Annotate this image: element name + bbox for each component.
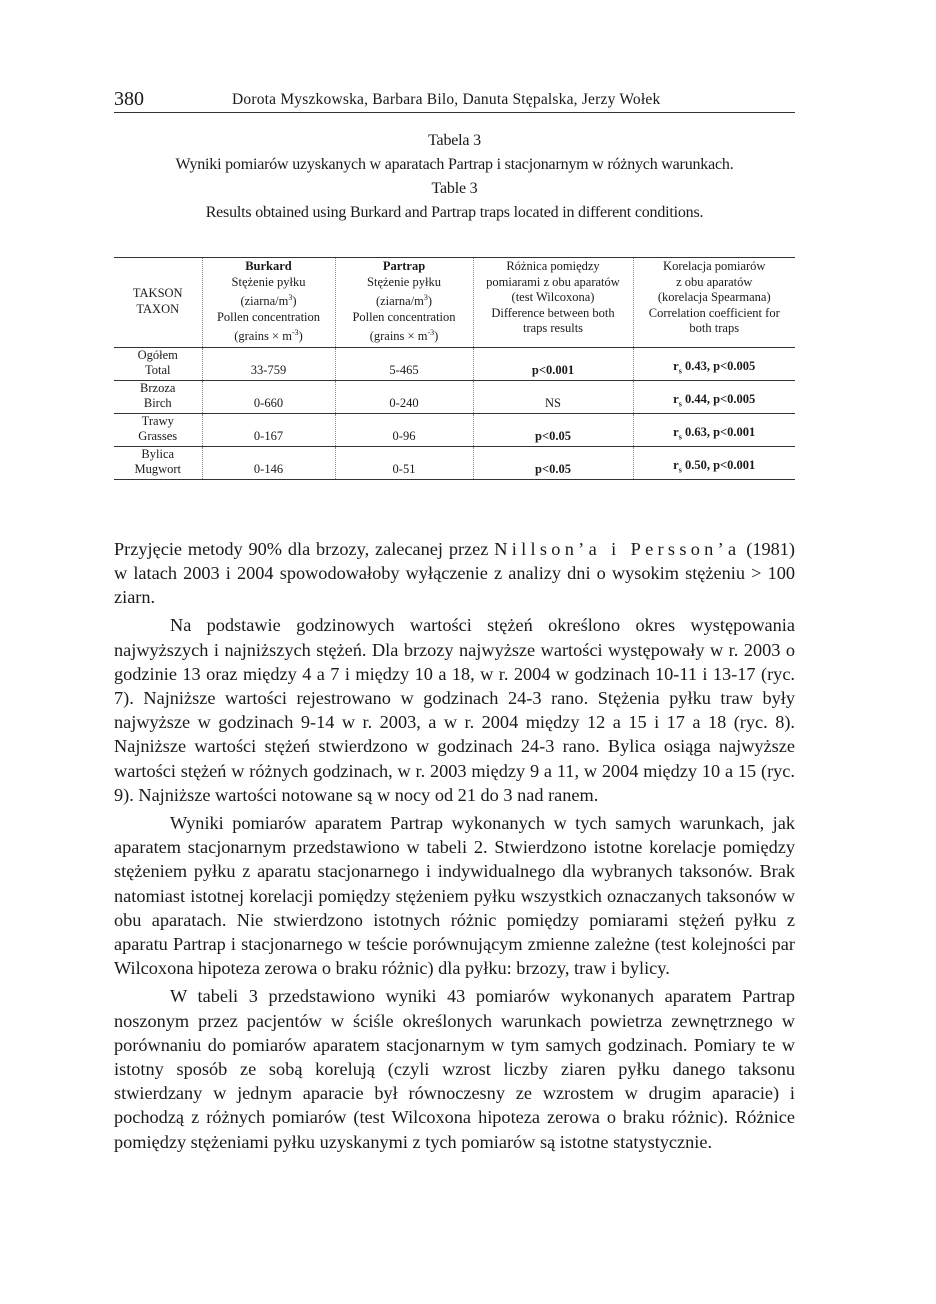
cell-burkard: 0-146 (202, 446, 335, 479)
cell-partrap: 0-240 (335, 380, 473, 413)
page (114, 86, 795, 1158)
table-row (114, 413, 795, 446)
cell-partrap: 5-465 (335, 347, 473, 380)
results-table (114, 257, 795, 480)
header-difference: Różnica pomiędzy pomiarami z obu aparatów (test Wilcoxona) Difference between both traps results (473, 258, 633, 348)
cell-correlation: $r_s$ 0.50, p<0.001 (633, 446, 795, 479)
cell-correlation: $r_s$ 0.63, p<0.001 (633, 413, 795, 446)
cell-partrap: 0-96 (335, 413, 473, 446)
table-header-row (114, 258, 795, 348)
cell-correlation: $r_s$ 0.44, p<0.005 (633, 380, 795, 413)
cited-authors: Nillson’a i Persson’a (494, 538, 741, 559)
header-burkard: Burkard Stężenie pyłku $(ziarna/m^3)$ Pollen concentration (grains × $m^{-3}$) (202, 258, 335, 348)
cell-taxon: Bylica Mugwort (134, 446, 182, 477)
page-number: 380 (114, 88, 144, 110)
cell-correlation: $r_s$ 0.43, p<0.005 (633, 347, 795, 380)
table-row (114, 347, 795, 380)
running-header (114, 86, 795, 113)
cell-difference: p<0.05 (473, 446, 633, 479)
table-title-en: Results obtained using Burkard and Partrap traps located in different conditions. (205, 204, 704, 221)
cell-taxon: Brzoza Birch (140, 380, 176, 411)
paragraph-2: Na podstawie godzinowych wartości stężeń określono okres występowania najwyższych i najniższych stężeń. Dla brzozy najwyższe wartości występowały w r. 2003 o godzinie 13 oraz między 4 a 7 i między 10 a 18, w r. 2004 w godzinach 10-11 i 13-17 (ryc. 7). Najniższe wartości rejestrowano w godzinach 24-3 rano. Stężenia pyłku traw były najwyższe w godzinach 9-14 w r. 2003, a w r. 2004 między 12 a 15 i 17 a 18 (ryc. 8). Najniższe wartości stężeń stwierdzono w godzinach 24-3 rano. Bylica osiąga najwyższe wartości stężeń w różnych godzinach, w r. 2003 między 9 a 11, w 2004 między 10 a 15 (ryc. 9). Najniższe wartości notowane są w nocy od 21 do 3 nad ranem. (114, 615, 795, 805)
table-label-en: Table 3 (431, 180, 478, 197)
header-correlation: Korelacja pomiarów z obu aparatów (korelacja Spearmana) Correlation coefficient for both traps (633, 258, 795, 348)
table-caption (114, 129, 795, 225)
paragraph-4: W tabeli 3 przedstawiono wyniki 43 pomiarów wykonanych aparatem Partrap noszonym przez pacjentów w ściśle określonych warunkach powietrza zewnętrznego w porównaniu do pomiarów aparatem stacjonarnym w tym samych godzinach. Pomiary te w istotny sposób ze sobą korelują (czyli wzrost liczby ziaren pyłku danego taksonu stwierdzany w jednym aparacie był równoczesny ze wzrostem w drugim aparacie) i pochodzą z różnych pomiarów (test Wilcoxona hipoteza zerowa o braku różnic). Różnice pomiędzy stężeniami pyłku uzyskanymi z tych pomiarów są istotne statystycznie. (114, 986, 795, 1152)
cell-taxon: Ogółem Total (137, 347, 178, 378)
paragraph-3: Wyniki pomiarów aparatem Partrap wykonanych w tych samych warunkach, jak aparatem stacjonarnym przedstawiono w tabeli 2. Stwierdzono istotne korelacje pomiędzy stężeniem pyłku z aparatu stacjonarnego i indywidualnego dla wybranych taksonów. Brak natomiast istotnej korelacji pomiędzy stężeniem pyłku wszystkich oznaczanych taksonów w obu aparatach. Nie stwierdzono istotnych różnic pomiędzy pomiarami stężeń pyłku z aparatu Partrap i stacjonarnego w teście porównującym zmienne zależne (test kolejności par Wilcoxona hipoteza zerowa o braku różnic) dla pyłku: brzozy, traw i bylicy. (114, 813, 795, 979)
table-title-pl: Wyniki pomiarów uzyskanych w aparatach Partrap i stacjonarnym w różnych warunkach. (175, 156, 734, 173)
cell-difference: NS (473, 380, 633, 413)
authors: Dorota Myszkowska, Barbara Bilo, Danuta Stępalska, Jerzy Wołek (232, 91, 661, 108)
header-taxon: TAKSON TAXON (132, 286, 183, 316)
cell-burkard: 0-167 (202, 413, 335, 446)
cell-difference: p<0.05 (473, 413, 633, 446)
table-row (114, 380, 795, 413)
header-partrap: Partrap Stężenie pyłku $(ziarna/m^3)$ Pollen concentration (grains × $m^{-3}$) (335, 258, 473, 348)
cell-taxon: Trawy Grasses (138, 413, 178, 444)
table-label-pl: Tabela 3 (428, 132, 481, 149)
body-text (114, 537, 795, 1154)
cell-burkard: 33-759 (202, 347, 335, 380)
cell-difference: p<0.001 (473, 347, 633, 380)
cell-partrap: 0-51 (335, 446, 473, 479)
paragraph-1: Przyjęcie metody 90% dla brzozy, zalecanej przez Nillson’a i Persson’a (1981) w latach 2003 i 2004 spowodowałoby wyłączenie z analizy dni o wysokim stężeniu > 100 ziarn. (114, 538, 796, 608)
table-row (114, 446, 795, 479)
cell-burkard: 0-660 (202, 380, 335, 413)
